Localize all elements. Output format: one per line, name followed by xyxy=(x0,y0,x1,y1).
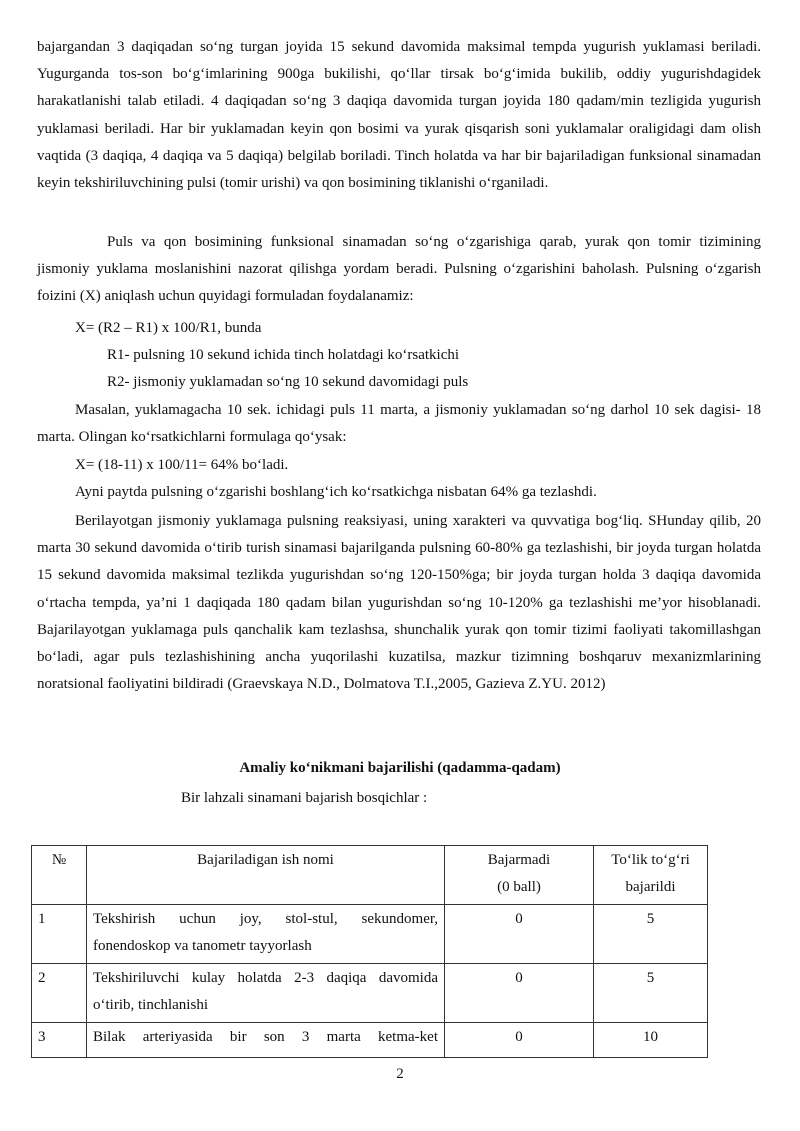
section-subheading: Bir lahzali sinamani bajarish bosqichlar : xyxy=(181,790,428,806)
row-number: 3 xyxy=(32,1023,87,1058)
row-task-name: Tekshirish uchun joy, stol-stul, sekundomer, fonendoskop va tanometr tayyorlash xyxy=(87,905,445,964)
row-not-done-score: 0 xyxy=(445,1023,594,1058)
row-not-done-score: 0 xyxy=(445,905,594,964)
paragraph-result: Ayni paytda pulsning o‘zgarishi boshlang‘ich ko‘rsatkichga nisbatan 64% ga tezlashdi. xyxy=(75,484,597,500)
example-calculation: X= (18-11) x 100/11= 64% bo‘ladi. xyxy=(75,457,289,473)
row-done-score: 5 xyxy=(594,964,708,1023)
header-not-done-line1: Bajarmadi xyxy=(487,852,551,868)
table-header-row xyxy=(32,846,708,905)
header-task-name: Bajariladigan ish nomi xyxy=(87,846,445,905)
row-done-score: 10 xyxy=(594,1023,708,1058)
section-heading: Amaliy ko‘nikmani bajarilishi (qadamma-qadam) xyxy=(239,760,561,776)
header-done-line1: To‘lik to‘g‘ri xyxy=(611,852,690,868)
row-task-name: Tekshiriluvchi kulay holatda 2-3 daqiqa davomida o‘tirib, tinchlanishi xyxy=(87,964,445,1023)
row-number: 1 xyxy=(32,905,87,964)
header-not-done-line2: (0 ball) xyxy=(497,879,541,895)
paragraph-example: Masalan, yuklamagacha 10 sek. ichidagi puls 11 marta, a jismoniy yuklamadan so‘ng darhol 10 sek dagisi- 18 marta. Olingan ko‘rsatkichlarni formulaga qo‘ysak: xyxy=(37,402,761,446)
row-done-score: 5 xyxy=(594,905,708,964)
paragraph-pulse-reaction: Berilayotgan jismoniy yuklamaga pulsning reaksiyasi, uning xarakteri va quvvatiga bog‘liq. SHunday qilib, 20 marta 30 sekund davomida o‘tirib turish sinamasi bajarilganda pulsning 60-80% ga tezlashishi, bir joyda turgan holatda 15 sekund davomida maksimal tezlikda yugurishdan so‘ng 120-150%ga; bir joyda turgan holda 3 daqiqa davomida o‘rtacha tempda, ya’ni 1 daqiqada 180 qadam bilan yugurishdan so‘ng 10-120% ga tezlashishi me’yor hisoblanadi. Bajarilayotgan yuklamaga puls qanchalik kam tezlashsa, shunchalik yurak qon tomir tizimi faoliyati takomillashgan bo‘ladi, agar puls tezlashishining ancha yuqorilashi kuzatilsa, mazkur tizimning boshqaruv mexanizmlarining noratsional faoliyatini bildiradi (Graevskaya N.D., Dolmatova T.I.,2005, Gazieva Z.YU. 2012) xyxy=(37,513,761,693)
table-row xyxy=(32,1023,708,1058)
row-task-name: Bilak arteriyasida bir son 3 marta ketma-ket xyxy=(87,1023,445,1058)
formula-line: X= (R2 – R1) x 100/R1, bunda xyxy=(75,320,262,336)
header-number: № xyxy=(32,846,87,905)
page-number: 2 xyxy=(396,1066,404,1082)
formula-r1-definition: R1- pulsning 10 sekund ichida tinch holatdagi ko‘rsatkichi xyxy=(107,347,460,363)
row-not-done-score: 0 xyxy=(445,964,594,1023)
paragraph-pulse-intro: Puls va qon bosimining funksional sinamadan so‘ng o‘zgarishiga qarab, yurak qon tomir tizimining jismoniy yuklama moslanishini nazorat qilishga yordam beradi. Pulsning o‘zgarishini baholash. Pulsning o‘zgarish foizini (X) aniqlash uchun quyidagi formuladan foydalanamiz: xyxy=(37,234,761,305)
paragraph-load-description: bajargandan 3 daqiqadan so‘ng turgan joyida 15 sekund davomida maksimal tempda yugurish yuklamasi beriladi. Yugurganda tos-son bo‘g‘imlarining 900ga bukilishi, qo‘llar tirsak bo‘g‘imida bukilib, oddiy yugurishdagidek harakatlanishi talab etiladi. 4 daqiqadan so‘ng 3 daqiqa davomida turgan joyida 180 qadam/min tezligida yugurish yuklamasi beriladi. Har bir yuklamadan keyin qon bosimi va yurak qisqarish soni yuklamalar oraligidagi dam olish vaqtida (3 daqiqa, 4 daqiqa va 5 daqiqa) belgilab boriladi. Tinch holatda va har bir bajariladigan funksional sinamadan keyin tekshiriluvchining pulsi (tomir urishi) va qon bosimining tiklanishi o‘rganiladi. xyxy=(37,39,761,192)
header-not-done xyxy=(445,846,594,905)
table-row xyxy=(32,964,708,1023)
steps-table xyxy=(31,845,708,1058)
row-number: 2 xyxy=(32,964,87,1023)
formula-r2-definition: R2- jismoniy yuklamadan so‘ng 10 sekund davomidagi puls xyxy=(107,374,469,390)
header-done-line2: bajarildi xyxy=(625,879,676,895)
table-row xyxy=(32,905,708,964)
header-done xyxy=(594,846,708,905)
